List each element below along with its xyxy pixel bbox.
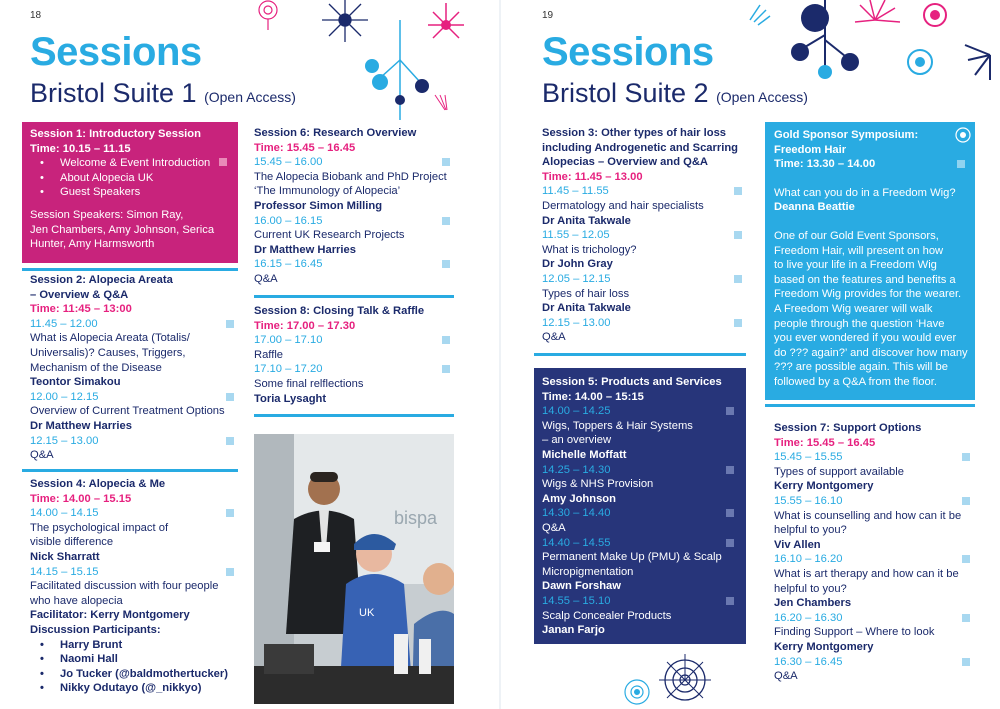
slot-text: who have alopecia: [30, 594, 123, 607]
square-icon: [726, 466, 734, 474]
session-title: Session 2: Alopecia Areata: [30, 274, 173, 286]
slot-text: Q&A: [30, 449, 54, 462]
slot-text: Q&A: [254, 272, 278, 285]
gold-body-line: based on the features and benefits a: [774, 273, 956, 286]
divider: [22, 469, 238, 472]
session-8-box: [254, 304, 454, 406]
slot-time: [30, 506, 238, 521]
square-icon: [962, 453, 970, 461]
slot-text: Finding Support – Where to look: [774, 626, 935, 639]
square-icon: [726, 539, 734, 547]
slot-time: [254, 362, 454, 377]
square-icon: [226, 568, 234, 576]
square-icon: [442, 365, 450, 373]
slot-text: What is trichology?: [542, 243, 637, 256]
gold-body-line: people through the question ‘Have: [774, 317, 945, 330]
participant: • Jo Tucker (@baldmothertucker): [30, 667, 238, 682]
gold-body-line: One of our Gold Event Sponsors,: [774, 229, 939, 242]
slot-speaker: Teontor Simakou: [30, 376, 121, 389]
session-title: Session 6: Research Overview: [254, 127, 417, 139]
slot-time-text: 11.55 – 12.05: [542, 229, 610, 242]
slot-time: [30, 390, 238, 405]
slot-speaker: Jen Chambers: [774, 597, 852, 610]
square-icon: [226, 393, 234, 401]
slot-text: Q&A: [542, 331, 566, 344]
slot-time: [542, 184, 746, 199]
square-icon: [442, 260, 450, 268]
session-time: Time: 14.00 – 15:15: [542, 390, 644, 403]
right-page: [500, 0, 1000, 709]
session-time: Time: 11.45 – 13.00: [542, 170, 643, 183]
gold-body-line: to live your life in a Freedom Wig: [774, 259, 937, 272]
square-icon: [957, 160, 965, 168]
divider: [254, 295, 454, 298]
square-icon: [442, 336, 450, 344]
slot-time: [774, 611, 974, 626]
page-heading: Sessions: [542, 30, 714, 74]
slot-speaker: Professor Simon Milling: [254, 199, 383, 212]
gold-body-line: you ever wondered if you would ever: [774, 332, 957, 345]
divider: [22, 268, 238, 271]
square-icon: [734, 319, 742, 327]
square-icon: [442, 158, 450, 166]
gold-body-line: do ??? again?’ and discover how many: [774, 346, 968, 359]
session-2-box: [30, 273, 238, 463]
gold-question: What can you do in a Freedom Wig?: [774, 186, 956, 199]
slot-text: What is Alopecia Areata (Totalis/: [30, 332, 190, 345]
slot-time-text: 16.10 – 16.20: [774, 553, 843, 566]
slot-speaker: Kerry Montgomery: [774, 480, 874, 493]
slot-time: [30, 317, 238, 332]
slot-text: Wigs & NHS Provision: [542, 478, 654, 491]
tshirt-text: UK: [359, 607, 375, 619]
slot-speaker: Nick Sharratt: [30, 550, 100, 563]
slot-text: The psychological impact of: [30, 521, 169, 534]
session-title: Session 8: Closing Talk & Raffle: [254, 305, 425, 317]
divider: [765, 404, 975, 407]
slot-time-text: 16.30 – 16.45: [774, 655, 843, 668]
square-icon: [442, 217, 450, 225]
slot-text: visible difference: [30, 536, 114, 549]
slot-time-text: 11.45 – 12.00: [30, 317, 98, 330]
slot-time-text: 14.30 – 14.40: [542, 507, 611, 520]
slot-time-text: 14.25 – 14.30: [542, 463, 611, 476]
subheading-access: (Open Access): [204, 89, 296, 105]
slot-speaker: Amy Johnson: [542, 492, 616, 505]
slot-text: Raffle: [254, 348, 284, 361]
slot-time-text: 11.45 – 11.55: [542, 185, 609, 198]
page-number: 19: [542, 10, 554, 21]
slot-speaker: Dr Matthew Harries: [254, 243, 356, 256]
sponsor-flower-icon: [955, 127, 971, 143]
slot-speaker: Toria Lysaght: [254, 392, 327, 405]
slot-text: Q&A: [542, 521, 566, 534]
slot-text: Types of hair loss: [542, 287, 630, 300]
slot-time: [542, 404, 738, 419]
slot-text: helpful to you?: [774, 524, 847, 537]
floral-decoration: [615, 650, 725, 709]
square-icon: [734, 275, 742, 283]
slot-speaker: Michelle Moffatt: [542, 448, 627, 461]
session-4-box: [30, 477, 238, 696]
participant: • Nikky Odutayo (@_nikkyo): [30, 681, 238, 696]
subheading-access: (Open Access): [716, 89, 808, 105]
slot-text: Types of support available: [774, 465, 904, 478]
square-icon: [726, 407, 734, 415]
slot-time-text: 15.45 – 15.55: [774, 451, 843, 464]
slot-text: Q&A: [774, 670, 798, 683]
slot-time: [542, 316, 746, 331]
slot-time: [30, 565, 238, 580]
session-time: Time: 14.00 – 15.15: [30, 492, 132, 505]
speakers-line: Hunter, Amy Harmsworth: [30, 238, 155, 251]
slot-time-text: 17.10 – 17.20: [254, 363, 323, 376]
slot-text: Permanent Make Up (PMU) & Scalp: [542, 551, 722, 564]
bullet-item: • Welcome & Event Introduction: [30, 156, 230, 171]
slot-time: [774, 655, 974, 670]
participant: • Naomi Hall: [30, 652, 238, 667]
session-time: Time: 13.30 – 14.00: [774, 158, 876, 171]
square-icon: [226, 509, 234, 517]
slot-speaker: Dr Matthew Harries: [30, 419, 132, 432]
session-time: Time: 11:45 – 13:00: [30, 303, 132, 316]
slot-text: What is counselling and how can it be: [774, 509, 962, 522]
gold-body-line: followed by a Q&A from the floor.: [774, 375, 937, 388]
session-time: Time: 17.00 – 17.30: [254, 319, 356, 332]
slot-time: [30, 434, 238, 449]
slot-time: [542, 463, 738, 478]
session-time: Time: 15.45 – 16.45: [254, 141, 356, 154]
page-subheading: [542, 78, 808, 109]
slot-text: Mechanism of the Disease: [30, 361, 162, 374]
session-time: Time: 15.45 – 16.45: [774, 436, 876, 449]
session-5-box: [534, 368, 746, 644]
slot-text: Current UK Research Projects: [254, 229, 405, 242]
session-title: including Androgenetic and Scarring: [542, 141, 739, 154]
facilitator: Facilitator: Kerry Montgomery: [30, 609, 190, 622]
slot-speaker: Janan Farjo: [542, 624, 605, 637]
session-title: Alopecias – Overview and Q&A: [542, 156, 709, 169]
slot-text: The Alopecia Biobank and PhD Project: [254, 170, 447, 183]
session-title: Freedom Hair: [774, 143, 847, 156]
session-title: Session 3: Other types of hair loss: [542, 127, 727, 139]
slot-time-text: 16.15 – 16.45: [254, 258, 323, 271]
slot-time: [774, 552, 974, 567]
session-title: Session 1: Introductory Session: [30, 128, 201, 140]
square-icon: [734, 187, 742, 195]
session-6-box: [254, 126, 454, 287]
square-icon: [226, 437, 234, 445]
slot-time-text: 16.20 – 16.30: [774, 611, 843, 624]
square-icon: [962, 658, 970, 666]
slot-time-text: 17.00 – 17.10: [254, 334, 323, 347]
square-icon: [726, 509, 734, 517]
slot-speaker: Dawn Forshaw: [542, 580, 621, 593]
slot-time-text: 14.15 – 15.15: [30, 565, 99, 578]
square-icon: [962, 555, 970, 563]
subheading-text: Bristol Suite 2: [542, 78, 709, 108]
bullet-item: • Guest Speakers: [30, 185, 230, 200]
photo-illustration: [254, 434, 454, 704]
speakers-line: Jen Chambers, Amy Johnson, Serica: [30, 223, 215, 236]
slot-text: Facilitated discussion with four people: [30, 580, 219, 593]
slot-text: Universalis)? Causes, Triggers,: [30, 346, 186, 359]
square-icon: [726, 597, 734, 605]
slot-time: [542, 594, 738, 609]
event-photo: [254, 434, 454, 704]
session-title: Session 7: Support Options: [774, 422, 922, 434]
slot-time: [774, 494, 974, 509]
bullet-item: • About Alopecia UK: [30, 171, 230, 186]
page-heading: Sessions: [30, 30, 202, 74]
slot-time-text: 12.05 – 12.15: [542, 272, 611, 285]
slot-time-text: 16.00 – 16.15: [254, 214, 323, 227]
slot-time: [542, 228, 746, 243]
session-title: Session 4: Alopecia & Me: [30, 478, 166, 490]
slot-speaker: Dr Anita Takwale: [542, 302, 631, 315]
slot-text: What is art therapy and how can it be: [774, 567, 959, 580]
session-7-box: [774, 421, 974, 684]
slot-text: Some final relflections: [254, 377, 364, 390]
gold-body-line: ??? are possible again. This will be: [774, 361, 948, 374]
slot-text: helpful to you?: [774, 582, 847, 595]
speakers-line: Session Speakers: Simon Ray,: [30, 208, 184, 221]
square-icon: [962, 497, 970, 505]
square-icon: [219, 158, 227, 166]
slot-text: Wigs, Toppers & Hair Systems: [542, 419, 693, 432]
slot-time: [542, 536, 738, 551]
slot-text: Micropigmentation: [542, 565, 634, 578]
divider: [254, 414, 454, 417]
session-1-box: [22, 122, 238, 263]
slot-time-text: 15.55 – 16.10: [774, 494, 843, 507]
slot-text: Overview of Current Treatment Options: [30, 405, 225, 418]
session-title: Session 5: Products and Services: [542, 376, 722, 388]
page-number: 18: [30, 10, 42, 21]
slot-speaker: Deanna Beattie: [774, 201, 855, 214]
slot-time-text: 12.15 – 13.00: [30, 434, 99, 447]
session-3-box: [542, 126, 746, 345]
slot-text: Dermatology and hair specialists: [542, 199, 704, 212]
slot-text: ‘The Immunology of Alopecia’: [254, 185, 401, 198]
slot-time-text: 15.45 – 16.00: [254, 156, 323, 169]
slot-time: [542, 272, 746, 287]
session-time: Time: 10.15 – 11.15: [30, 142, 131, 155]
slot-time: [254, 257, 454, 272]
session-title: Gold Sponsor Symposium:: [774, 129, 919, 141]
participant: • Harry Brunt: [30, 638, 238, 653]
slot-time: [254, 155, 454, 170]
divider: [534, 353, 746, 356]
slot-time: [254, 214, 454, 229]
session-title: – Overview & Q&A: [30, 288, 129, 301]
square-icon: [962, 614, 970, 622]
slot-time: [774, 450, 974, 465]
gold-body-line: Freedom Wig provides for the wearer.: [774, 288, 962, 301]
page-subheading: [30, 78, 296, 109]
slot-time-text: 14.55 – 15.10: [542, 594, 611, 607]
projection-text: bispa: [394, 508, 438, 528]
slot-text: – an overview: [542, 434, 612, 447]
slot-speaker: Dr John Gray: [542, 258, 613, 271]
slot-time: [254, 333, 454, 348]
gold-sponsor-box: [765, 122, 975, 400]
slot-speaker: Dr Anita Takwale: [542, 214, 631, 227]
slot-text: Scalp Concealer Products: [542, 609, 672, 622]
gold-body-line: Freedom Hair, will present on how: [774, 244, 944, 257]
square-icon: [226, 320, 234, 328]
slot-speaker: Kerry Montgomery: [774, 640, 874, 653]
slot-time-text: 12.00 – 12.15: [30, 390, 99, 403]
slot-time-text: 14.00 – 14.25: [542, 405, 611, 418]
participants-label: Discussion Participants:: [30, 623, 161, 636]
slot-time-text: 12.15 – 13.00: [542, 316, 611, 329]
slot-time-text: 14.00 – 14.15: [30, 507, 99, 520]
square-icon: [734, 231, 742, 239]
gold-body-line: A Freedom Wig wearer will walk: [774, 302, 933, 315]
slot-time: [542, 506, 738, 521]
subheading-text: Bristol Suite 1: [30, 78, 197, 108]
slot-speaker: Viv Allen: [774, 538, 821, 551]
slot-time-text: 14.40 – 14.55: [542, 536, 611, 549]
